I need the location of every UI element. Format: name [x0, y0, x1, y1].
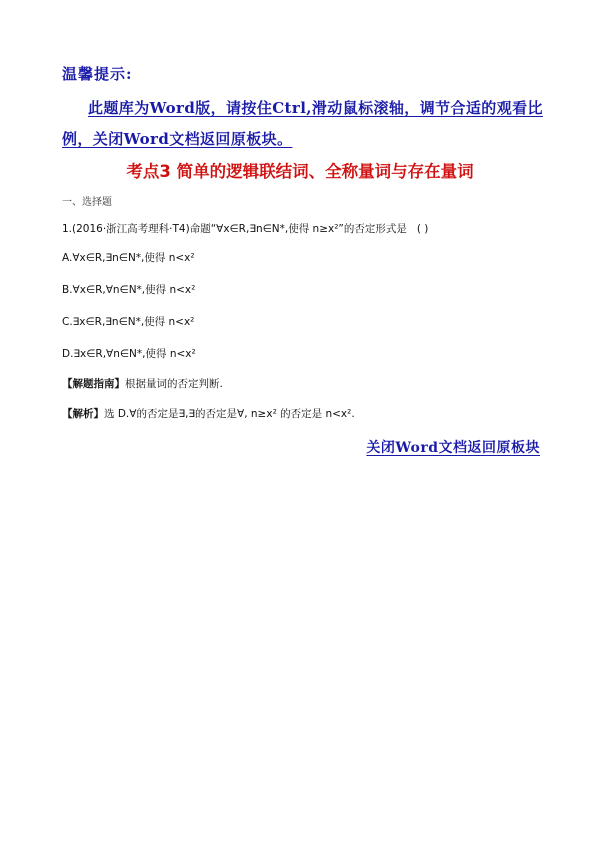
close-word-link[interactable]: 关闭Word文档返回原板块: [366, 440, 540, 456]
section-title: 考点3 简单的逻辑联结词、全称量词与存在量词: [126, 162, 474, 181]
analysis-tag: 【解析】: [62, 408, 104, 420]
option-a: A.∀x∈R,∃n∈N*,使得 n<x²: [62, 252, 195, 264]
solution-guide-tag: 【解题指南】: [62, 378, 125, 390]
option-b: B.∀x∈R,∀n∈N*,使得 n<x²: [62, 284, 196, 296]
option-c: C.∃x∈R,∃n∈N*,使得 n<x²: [62, 316, 195, 328]
option-d: D.∃x∈R,∀n∈N*,使得 n<x²: [62, 348, 196, 360]
solution-guide: [62, 376, 223, 391]
analysis: [62, 406, 355, 421]
question-stem: [62, 221, 428, 236]
notice-title: 温馨提示:: [62, 65, 133, 83]
answer-bracket: ( ): [416, 223, 429, 235]
question-stem-text: 1.(2016·浙江高考理科·T4)命题“∀x∈R,∃n∈N*,使得 n≥x²”的否定形式是: [62, 223, 407, 235]
section-heading: 一、选择题: [62, 197, 112, 208]
notice-body: 此题库为Word版，请按住Ctrl,滑动鼠标滚轴，调节合适的观看比例，关闭Word文档返回原板块。: [62, 99, 543, 148]
analysis-text: 选 D.∀的否定是∃,∃的否定是∀, n≥x² 的否定是 n<x².: [104, 408, 355, 420]
solution-guide-text: 根据量词的否定判断.: [125, 378, 223, 390]
